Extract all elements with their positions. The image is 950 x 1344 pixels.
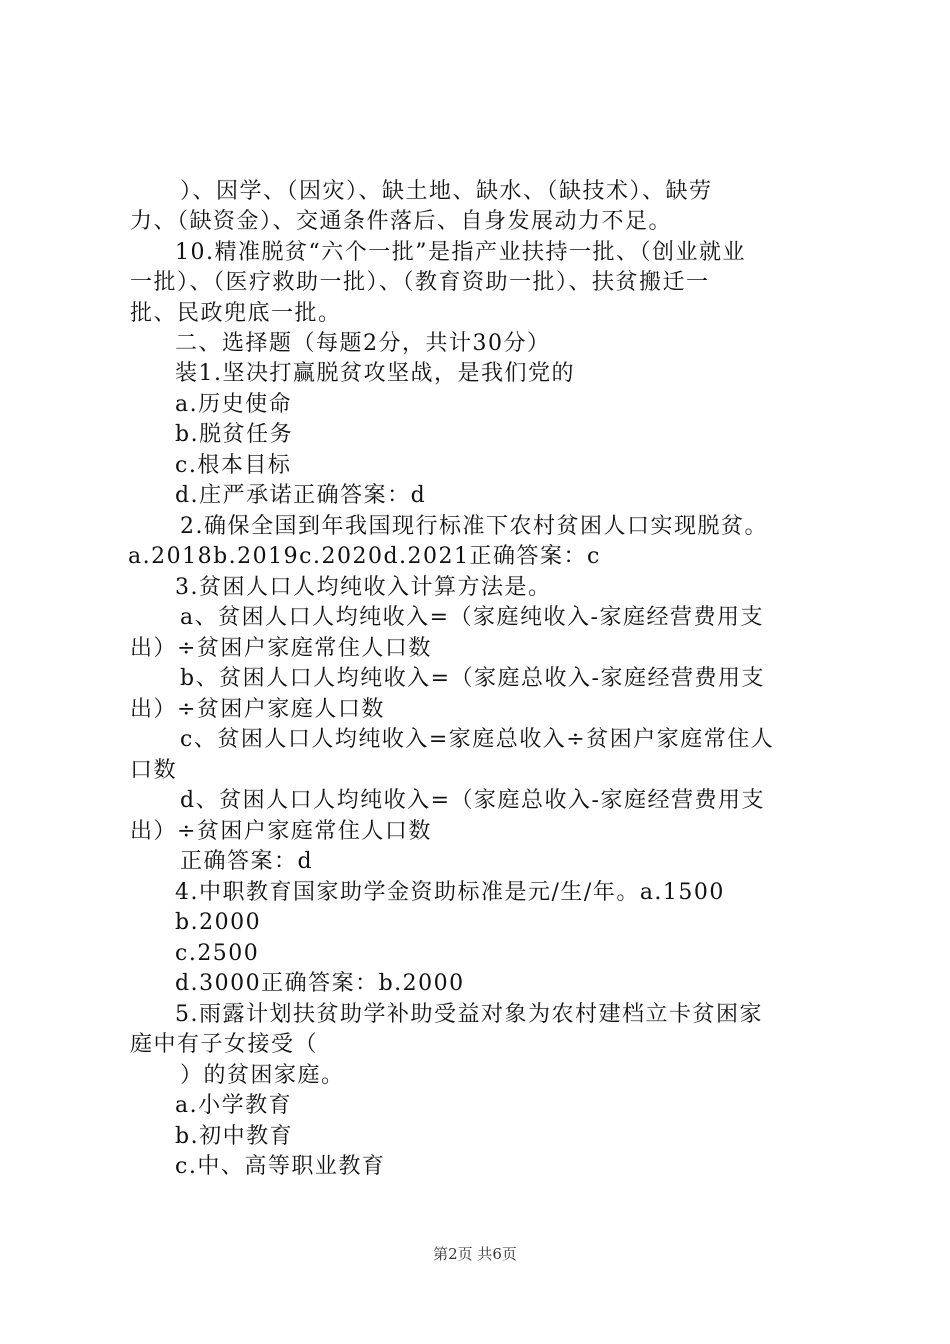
text-line: 口数 [130,758,178,783]
text-line: 出）÷贫困户家庭常住人口数 [130,819,432,844]
text-line: ）、因学、（因灾）、缺土地、缺水、（缺技术）、缺劳 [180,179,713,204]
page-footer: 第2页 共6页 [433,1245,517,1263]
text-line: 批、民政兜底一批。 [130,301,342,326]
option-b: b.初中教育 [175,1124,294,1149]
option-d: d.3000正确答案：b.2000 [175,971,465,996]
text-line: 出）÷贫困户家庭人口数 [130,697,385,722]
question-2: 2.确保全国到年我国现行标准下农村贫困人口实现脱贫。 [180,514,768,539]
option-a: a.小学教育 [175,1093,293,1118]
option-c: c.2500 [175,941,260,966]
option-d: d、贫困人口人均纯收入=（家庭总收入-家庭经营费用支 [180,788,765,813]
text-line: 10.精准脱贫“六个一批”是指产业扶持一批、（创业就业 [175,240,746,265]
answer: 正确答案：d [180,849,314,874]
option-a: a.历史使命 [175,392,293,417]
question-2-options: a.2018b.2019c.2020d.2021正确答案：c [128,544,601,569]
option-c: c.中、高等职业教育 [175,1154,386,1179]
text-line: 力、（缺资金）、交通条件落后、自身发展动力不足。 [130,209,673,234]
text-line: 出）÷贫困户家庭常住人口数 [130,636,432,661]
option-b: b.脱贫任务 [175,422,294,447]
question-1: 装1.坚决打赢脱贫攻坚战，是我们党的 [175,361,575,386]
option-a: a、贫困人口人均纯收入=（家庭纯收入-家庭经营费用支 [180,605,764,630]
question-4: 4.中职教育国家助学金资助标准是元/生/年。a.1500 [175,880,725,905]
option-d: d.庄严承诺正确答案：d [175,483,427,508]
question-5: 5.雨露计划扶贫助学补助受益对象为农村建档立卡贫困家 [175,1002,763,1027]
text-line: ）的贫困家庭。 [180,1063,345,1088]
section-heading: 二、选择题（每题2分，共计30分） [175,331,551,356]
option-c: c、贫困人口人均纯收入=家庭总收入÷贫困户家庭常住人 [180,727,775,752]
option-b: b.2000 [175,910,262,935]
option-c: c.根本目标 [175,453,292,478]
text-line: 庭中有子女接受（ [130,1032,319,1057]
question-3: 3.贫困人口人均纯收入计算方法是。 [175,575,552,600]
text-line: 一批）、（医疗救助一批）、（教育资助一批）、扶贫搬迁一 [130,270,710,295]
option-b: b、贫困人口人均纯收入=（家庭总收入-家庭经营费用支 [180,666,765,691]
